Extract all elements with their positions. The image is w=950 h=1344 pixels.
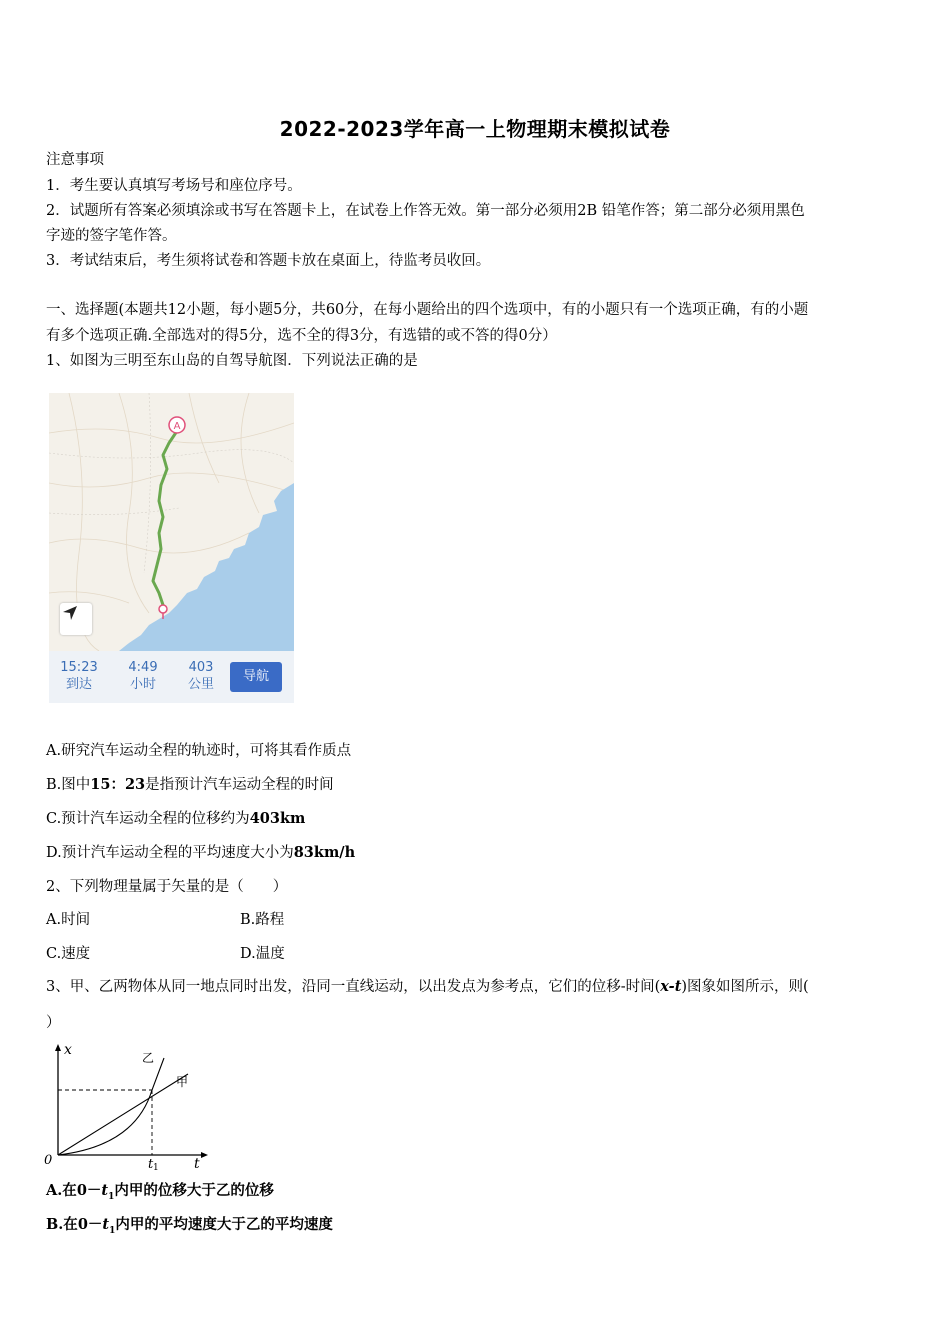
section-instructions-1: 一、选择题(本题共12小题，每小题5分，共60分，在每小题给出的四个选项中，有的小题只有一个选项正确，有的小题 xyxy=(46,302,809,318)
duration-label: 小时 xyxy=(129,677,156,692)
navigation-map-figure xyxy=(49,393,294,703)
t-axis-label: t xyxy=(194,1156,200,1172)
curve-jia-label: 甲 xyxy=(176,1075,189,1089)
curve-yi xyxy=(58,1058,164,1155)
duration-value: 4:49 xyxy=(128,660,158,675)
notice-item-3: 3．考试结束后，考生须将试卷和答题卡放在桌面上，待监考员收回。 xyxy=(46,253,491,269)
navigate-button[interactable]: 导航 xyxy=(230,662,282,692)
x-axis-label: x xyxy=(64,1042,72,1058)
q2-option-c: C.速度 xyxy=(46,946,91,962)
q1-option-b: B.图中15：23是指预计汽车运动全程的时间 xyxy=(46,776,334,793)
route-line xyxy=(153,431,177,605)
q2-option-a: A.时间 xyxy=(46,912,91,928)
question-3-stem: 3、甲、乙两物体从同一地点同时出发，沿同一直线运动，以出发点为参考点，它们的位移-时间(x-t)图象如图所示，则( xyxy=(46,978,809,995)
q3-option-a: A.在$0-t_1$内甲的位移大于乙的位移 xyxy=(46,1182,274,1202)
locate-button[interactable] xyxy=(60,603,92,635)
t1-subscript: 1 xyxy=(153,1163,159,1173)
distance-label: 公里 xyxy=(187,677,214,692)
question-3-stem-cont: ） xyxy=(46,1015,61,1031)
end-marker xyxy=(159,605,167,613)
origin-label: 0 xyxy=(44,1153,53,1168)
arrival-time: 15:23 xyxy=(60,660,98,675)
q2-options-row-1 xyxy=(46,910,90,930)
q2-option-b: B.路程 xyxy=(240,912,285,928)
section-instructions-2: 有多个选项正确.全部选对的得5分，选不全的得3分，有选错的或不答的得0分） xyxy=(46,328,557,344)
q1-option-d: D.预计汽车运动全程的平均速度大小为83km/h xyxy=(46,844,356,861)
navigation-arrow-icon xyxy=(60,603,80,623)
curve-yi-label: 乙 xyxy=(142,1051,155,1065)
notice-item-2-cont: 字迹的签字笔作答。 xyxy=(46,228,177,244)
notice-item-1: 1．考生要认真填写考场号和座位序号。 xyxy=(46,178,302,194)
distance-value: 403 xyxy=(188,660,214,675)
distance-stat xyxy=(179,659,223,693)
q2-option-d: D.温度 xyxy=(240,946,285,962)
arrival-stat xyxy=(57,659,101,693)
xt-graph xyxy=(40,1038,215,1173)
notice-heading: 注意事项 xyxy=(46,152,104,168)
q1-option-c: C.预计汽车运动全程的位移约为403km xyxy=(46,810,306,827)
q3-option-b: B.在$0-t_1$内甲的平均速度大于乙的平均速度 xyxy=(46,1216,333,1236)
curve-jia xyxy=(58,1074,188,1155)
page-title: 2022-2023学年高一上物理期末模拟试卷 xyxy=(279,117,671,141)
question-2-stem: 2、下列物理量属于矢量的是（ ） xyxy=(46,879,288,895)
t1-label: t xyxy=(148,1157,154,1172)
duration-stat xyxy=(121,659,165,693)
map-sea xyxy=(119,483,294,651)
arrival-label: 到达 xyxy=(65,677,92,692)
notice-item-2: 2．试题所有答案必须填涂或书写在答题卡上，在试卷上作答无效。第一部分必须用2B 铅笔作答；第二部分必须用黑色 xyxy=(46,203,805,219)
question-1-stem: 1、如图为三明至东山岛的自驾导航图．下列说法正确的是 xyxy=(46,353,418,369)
start-marker-label: A xyxy=(173,421,181,432)
route-summary-bar xyxy=(49,651,294,703)
q1-option-a: A.研究汽车运动全程的轨迹时，可将其看作质点 xyxy=(46,743,352,759)
